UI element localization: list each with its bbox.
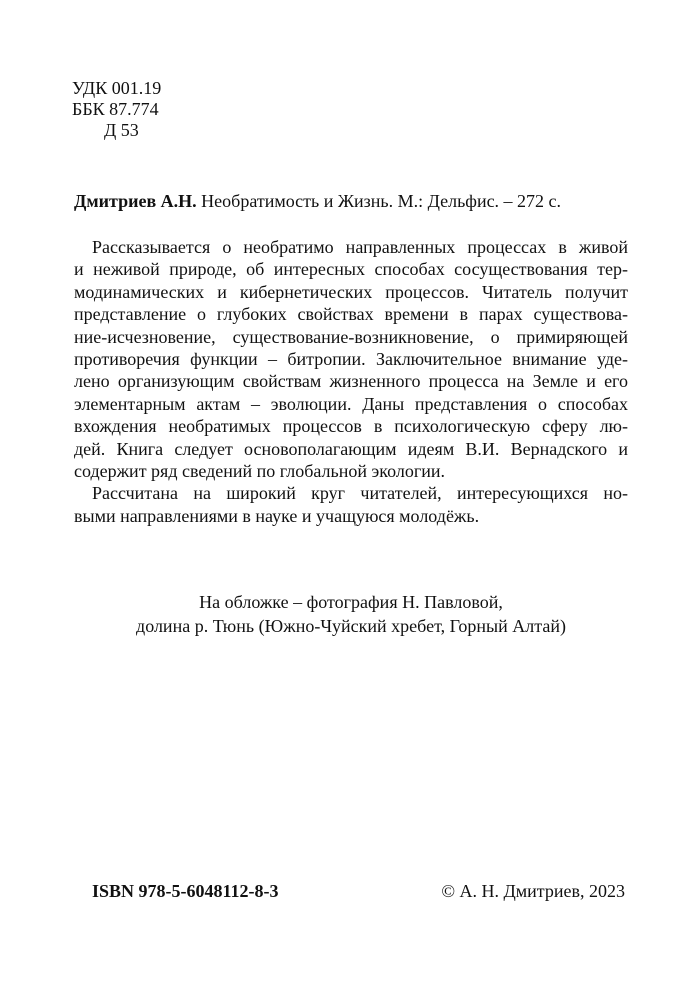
annotation-line: выми направлениями в науке и учащуюся молодёжь. — [74, 505, 480, 526]
annotation-paragraph-2 — [74, 482, 628, 527]
classification-block — [72, 78, 161, 141]
cover-note-line-1: На обложке – фотография Н. Павловой, — [199, 592, 503, 612]
cover-note — [74, 590, 628, 638]
bibliographic-details: Необратимость и Жизнь. М.: Дельфис. – 272 с. — [196, 191, 562, 211]
annotation-line: представление о глубоких свойствах времени в парах существова- — [74, 304, 628, 325]
bbk-code: ББК 87.774 — [72, 99, 159, 119]
annotation-line: лено организующим свойствам жизненного процесса на Земле и его — [74, 371, 628, 392]
annotation-line: и неживой природе, об интересных способах сосуществования тер- — [74, 259, 628, 280]
annotation-line: противоречия функции – битропии. Заключительное внимание уде- — [74, 349, 628, 370]
annotation-line: Рассчитана на широкий круг читателей, интересующихся но- — [92, 483, 628, 504]
author-mark: Д 53 — [104, 120, 139, 140]
isbn: ISBN 978-5-6048112-8-3 — [92, 881, 279, 901]
bibliographic-author: Дмитриев А.Н. — [74, 191, 197, 211]
cover-note-line-2: долина р. Тюнь (Южно-Чуйский хребет, Горный Алтай) — [136, 616, 566, 636]
bibliographic-record — [74, 190, 634, 212]
annotation-line: содержит ряд сведений по глобальной экологии. — [74, 461, 445, 482]
annotation-line: вхождения необратимых процессов в психологическую сферу лю- — [74, 416, 628, 437]
udk-code: УДК 001.19 — [72, 78, 162, 98]
annotation-line: ние-исчезновение, существование-возникновение, о примиряющей — [74, 326, 628, 347]
annotation-paragraph-1 — [74, 236, 628, 482]
annotation-line: дей. Книга следует основополагающим идеям В.И. Вернадского и — [74, 438, 628, 459]
annotation — [74, 236, 628, 527]
annotation-line: Рассказывается о необратимо направленных процессах в живой — [92, 237, 628, 257]
annotation-line: модинамических и кибернетических процессов. Читатель получит — [74, 281, 628, 302]
annotation-line: элементарным актам – эволюции. Даны представления о способах — [74, 393, 628, 414]
copyright: © А. Н. Дмитриев, 2023 — [441, 881, 625, 901]
